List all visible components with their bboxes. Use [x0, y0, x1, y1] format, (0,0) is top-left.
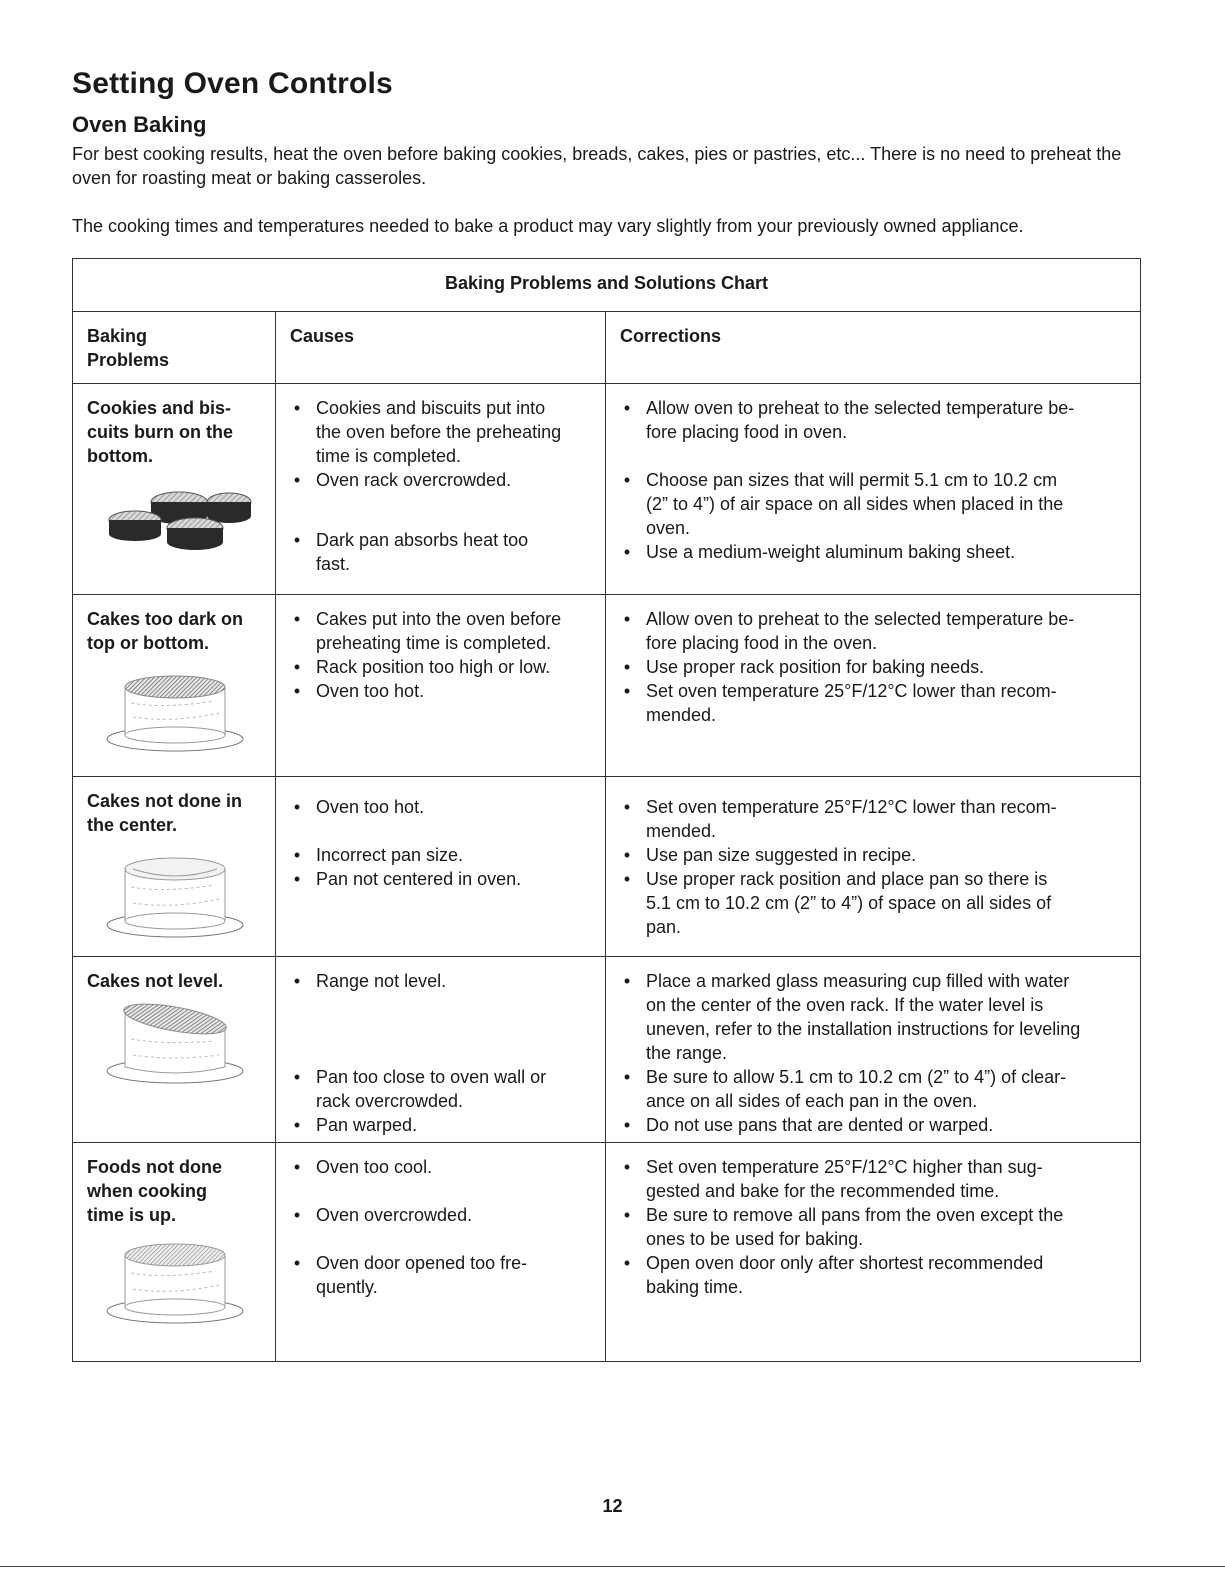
problem-label: Foods not done when cooking time is up.: [87, 1157, 222, 1225]
problem-label: Cakes not level.: [87, 971, 224, 991]
header-problems: [73, 312, 275, 383]
correction-item: • Place a marked glass measuring cup filled with water on the center of the oven rack. If the water level is uneven, refer to the installation instructions for leveling the range.: [620, 969, 1126, 1065]
corrections-cell: [605, 595, 1140, 776]
problem-cell: [73, 595, 275, 776]
cause-item: • Pan too close to oven wall or rack overcrowded.: [290, 1065, 605, 1113]
correction-item: • Be sure to remove all pans from the oven except the ones to be used for baking.: [620, 1203, 1126, 1251]
correction-item: • Use pan size suggested in recipe.: [620, 843, 1126, 867]
header-corrections: Corrections: [605, 312, 1140, 383]
problem-label: Cakes too dark on top or bottom.: [87, 609, 244, 653]
section-title: Oven Baking: [72, 112, 207, 137]
cake-icon: [103, 1239, 253, 1325]
sunken-cake-icon: [103, 853, 253, 939]
header-causes: Causes: [275, 312, 605, 383]
problem-cell: [73, 384, 275, 594]
page-number: 12: [602, 1496, 623, 1516]
correction-item: • Use a medium-weight aluminum baking sheet.: [620, 540, 1126, 564]
problem-cell: [73, 957, 275, 1142]
chart-title: Baking Problems and Solutions Chart: [73, 259, 1140, 312]
cause-item: • Oven overcrowded.: [290, 1203, 605, 1227]
bottom-divider: [0, 1566, 1225, 1567]
cause-item: • Pan warped.: [290, 1113, 605, 1137]
correction-item: • Set oven temperature 25°F/12°C lower than recom- mended.: [620, 795, 1126, 843]
page-header: [72, 66, 1144, 238]
tilted-cake-icon: [103, 1001, 253, 1087]
table-row: [73, 777, 1140, 957]
chart-header-row: [73, 312, 1140, 384]
cause-item: • Cakes put into the oven before preheating time is completed.: [290, 607, 605, 655]
causes-cell: [275, 1143, 605, 1361]
correction-item: • Use proper rack position and place pan so there is 5.1 cm to 10.2 cm (2” to 4”) of space on all sides of pan.: [620, 867, 1126, 939]
baking-problems-chart: [72, 258, 1141, 1362]
cause-item: • Oven too cool.: [290, 1155, 605, 1179]
cause-item: • Pan not centered in oven.: [290, 867, 605, 891]
corrections-cell: [605, 1143, 1140, 1361]
problem-label: Cakes not done in the center.: [87, 791, 243, 835]
problem-label: Cookies and bis- cuits burn on the bottom.: [87, 398, 233, 466]
correction-item: • Set oven temperature 25°F/12°C higher than sug- gested and bake for the recommended time.: [620, 1155, 1126, 1203]
header-problems-label: Baking Problems: [87, 326, 170, 370]
corrections-cell: [605, 384, 1140, 594]
cause-item: • Oven too hot.: [290, 795, 605, 819]
corrections-cell: [605, 957, 1140, 1142]
causes-cell: [275, 777, 605, 956]
correction-item: • Allow oven to preheat to the selected temperature be- fore placing food in oven.: [620, 396, 1126, 444]
table-row: [73, 957, 1140, 1143]
causes-cell: [275, 384, 605, 594]
correction-item: • Set oven temperature 25°F/12°C lower than recom- mended.: [620, 679, 1126, 727]
corrections-cell: [605, 777, 1140, 956]
correction-item: • Use proper rack position for baking needs.: [620, 655, 1126, 679]
problem-cell: [73, 1143, 275, 1361]
correction-item: • Be sure to allow 5.1 cm to 10.2 cm (2” to 4”) of clear- ance on all sides of each pan in the oven.: [620, 1065, 1126, 1113]
causes-cell: [275, 957, 605, 1142]
note-paragraph: The cooking times and temperatures needed to bake a product may vary slightly from your previously owned appliance.: [72, 216, 1024, 236]
table-row: [73, 595, 1140, 777]
page-title: Setting Oven Controls: [72, 67, 393, 100]
cause-item: • Dark pan absorbs heat too fast.: [290, 528, 605, 576]
cause-item: • Rack position too high or low.: [290, 655, 605, 679]
dark-cake-icon: [103, 673, 253, 753]
causes-cell: [275, 595, 605, 776]
cause-item: • Oven rack overcrowded.: [290, 468, 605, 492]
cause-item: • Incorrect pan size.: [290, 843, 605, 867]
correction-item: • Do not use pans that are dented or warped.: [620, 1113, 1126, 1137]
cause-item: • Range not level.: [290, 969, 605, 993]
intro-paragraph: For best cooking results, heat the oven before baking cookies, breads, cakes, pies or pastries, etc... There is no need to preheat the oven for roasting meat or baking casseroles.: [72, 144, 1122, 188]
cause-item: • Oven too hot.: [290, 679, 605, 703]
cause-item: • Cookies and biscuits put into the oven before the preheating time is completed.: [290, 396, 605, 468]
correction-item: • Open oven door only after shortest recommended baking time.: [620, 1251, 1126, 1299]
cookies-icon: [103, 476, 253, 556]
correction-item: • Allow oven to preheat to the selected temperature be- fore placing food in the oven.: [620, 607, 1126, 655]
cause-item: • Oven door opened too fre- quently.: [290, 1251, 605, 1299]
correction-item: • Choose pan sizes that will permit 5.1 cm to 10.2 cm (2” to 4”) of air space on all sides when placed in the oven.: [620, 468, 1126, 540]
table-row: [73, 384, 1140, 595]
table-row: [73, 1143, 1140, 1361]
problem-cell: [73, 777, 275, 956]
